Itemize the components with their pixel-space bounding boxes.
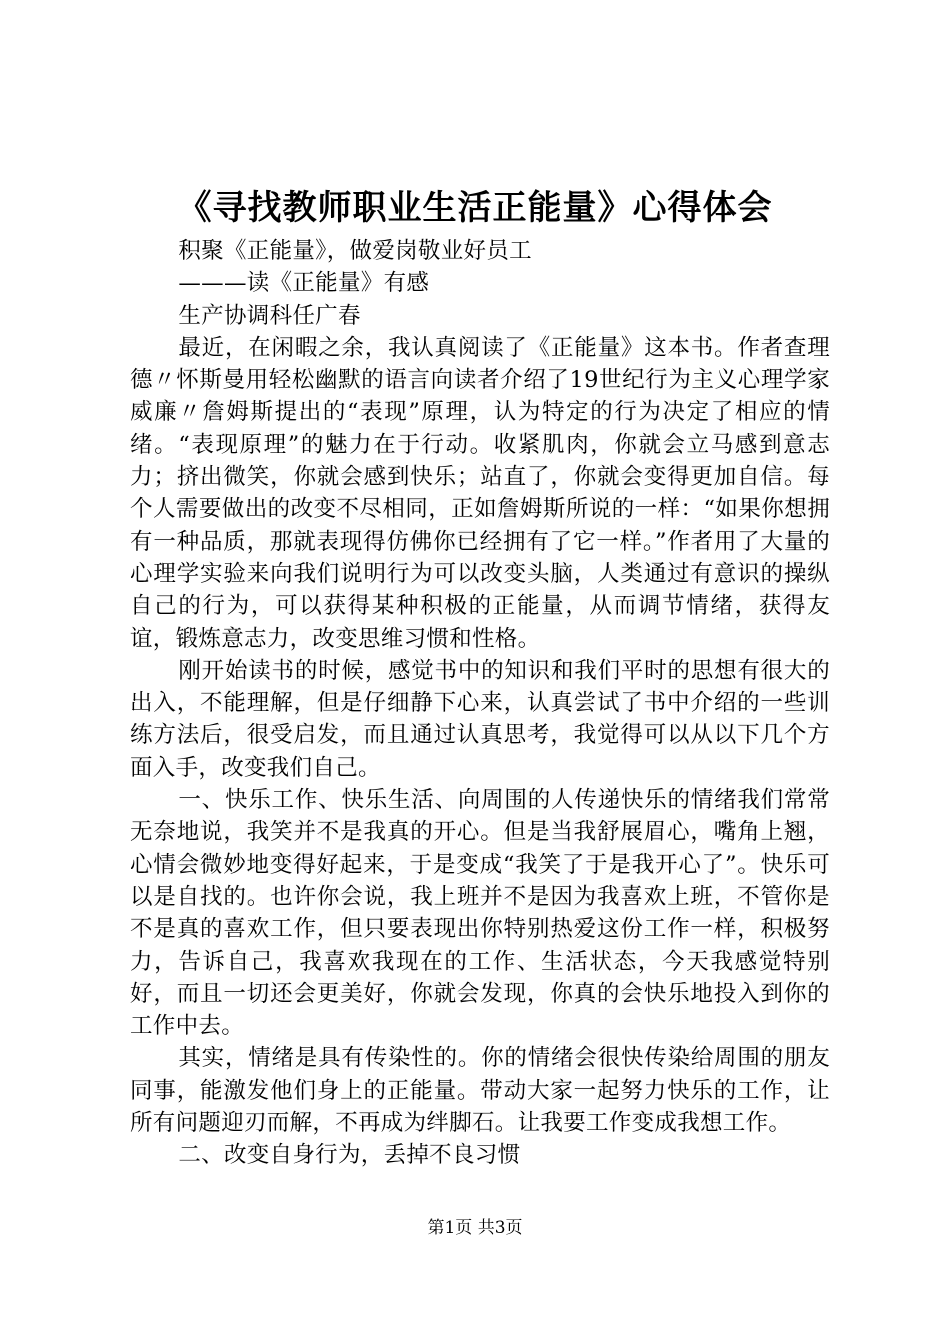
document-body	[130, 235, 830, 1172]
heading-point-two: 二、改变自身行为，丢掉不良习惯	[178, 1142, 521, 1169]
paragraph-reading-start: 刚开始读书的时候，感觉书中的知识和我们平时的思想有很大的出入，不能理解，但是仔细静下心来，认真尝试了书中介绍的一些训练方法后，很受启发，而且通过认真思考，我觉得可以从以下几个方面入手，改变我们自己。	[130, 657, 830, 781]
author-line: 生产协调科任广春	[178, 302, 361, 329]
subtitle-reading-note: ———读《正能量》有感	[178, 270, 430, 297]
paragraph-point-one: 一、快乐工作、快乐生活、向周围的人传递快乐的情绪我们常常无奈地说，我笑并不是我真的开心。但是当我舒展眉心，嘴角上翘，心情会微妙地变得好起来，于是变成“我笑了于是我开心了”。快乐可以是自找的。也许你会说，我上班并不是因为我喜欢上班，不管你是不是真的喜欢工作，但只要表现出你特别热爱这份工作一样，积极努力，告诉自己，我喜欢我现在的工作、生活状态，今天我感觉特别好，而且一切还会更美好，你就会发现，你真的会快乐地投入到你的工作中去。	[130, 787, 830, 1040]
paragraph-intro: 最近，在闲暇之余，我认真阅读了《正能量》这本书。作者查理德〃怀斯曼用轻松幽默的语言向读者介绍了19世纪行为主义心理学家威廉〃詹姆斯提出的“表现”原理，认为特定的行为决定了相应的情绪。“表现原理”的魅力在于行动。收紧肌肉，你就会立马感到意志力；挤出微笑，你就会感到快乐；站直了，你就会变得更加自信。每个人需要做出的改变不尽相同，正如詹姆斯所说的一样：“如果你想拥有一种品质，那就表现得仿佛你已经拥有了它一样。”作者用了大量的心理学实验来向我们说明行为可以改变头脑，人类通过有意识的操纵自己的行为，可以获得某种积极的正能量，从而调节情绪，获得友谊，锻炼意志力，改变思维习惯和性格。	[130, 334, 830, 652]
page-footer: 第1页 共3页	[427, 1218, 523, 1238]
paragraph-emotion-contagion: 其实，情绪是具有传染性的。你的情绪会很快传染给周围的朋友同事，能激发他们身上的正能量。带动大家一起努力快乐的工作，让所有问题迎刃而解，不再成为绊脚石。让我要工作变成我想工作。	[130, 1045, 830, 1137]
document-title: 《寻找教师职业生活正能量》心得体会	[177, 188, 773, 228]
subtitle-line: 积聚《正能量》，做爱岗敬业好员工	[178, 238, 532, 264]
